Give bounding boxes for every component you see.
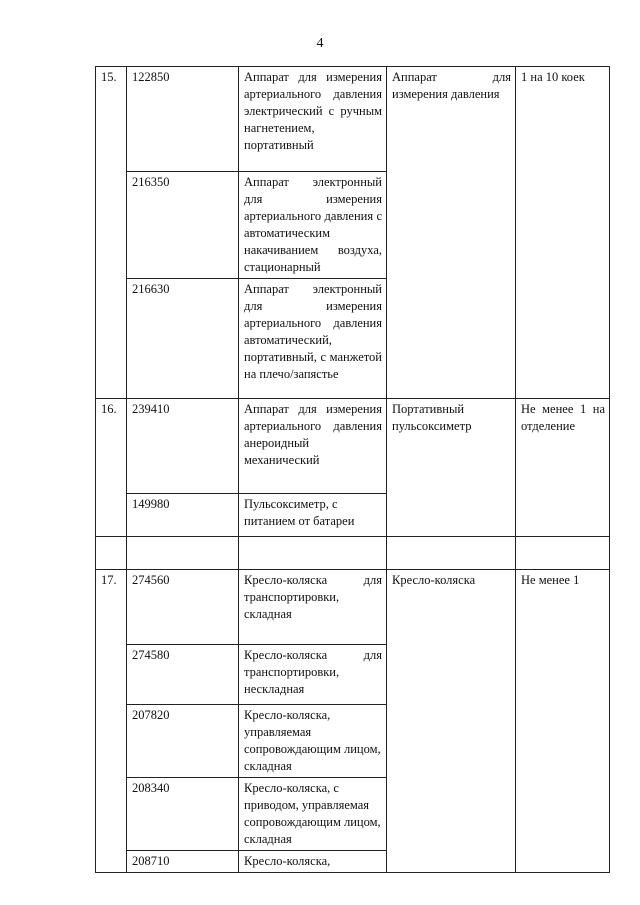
item-code: 208340 (127, 778, 239, 851)
item-code: 208710 (127, 851, 239, 873)
item-name: Аппарат для измерения артериального давления анероидный механический (239, 399, 387, 494)
item-code: 216350 (127, 172, 239, 279)
table-row (96, 399, 610, 494)
required-quantity: Не менее 1 (516, 570, 610, 873)
equipment-type: Аппарат для измерения давления (387, 67, 516, 399)
item-name: Кресло-коляска для транспортировки, складная (239, 570, 387, 645)
item-name: Кресло-коляска, (239, 851, 387, 873)
item-name: Аппарат электронный для измерения артериального давления автоматический, портативный, с манжетой на плечо/запястье (239, 279, 387, 399)
item-name: Пульсоксиметр, с питанием от батареи (239, 494, 387, 537)
item-code: 274580 (127, 645, 239, 705)
item-code: 122850 (127, 67, 239, 172)
item-name: Аппарат для измерения артериального давления электрический с ручным нагнетением, портативный (239, 67, 387, 172)
required-quantity: 1 на 10 коек (516, 67, 610, 399)
item-name: Кресло-коляска, управляемая сопровождающим лицом, складная (239, 705, 387, 778)
item-code: 216630 (127, 279, 239, 399)
required-quantity: Не менее 1 на отделение (516, 399, 610, 537)
item-name: Аппарат электронный для измерения артериального давления с автоматическим накачиванием воздуха, стационарный (239, 172, 387, 279)
table-spacer-row (96, 537, 610, 570)
item-code: 274560 (127, 570, 239, 645)
equipment-type: Портативный пульсоксиметр (387, 399, 516, 537)
item-name: Кресло-коляска, с приводом, управляемая сопровождающим лицом, складная (239, 778, 387, 851)
row-number: 16. (96, 399, 127, 537)
item-code: 239410 (127, 399, 239, 494)
table-row (96, 67, 610, 172)
item-code: 207820 (127, 705, 239, 778)
item-name: Кресло-коляска для транспортировки, нескладная (239, 645, 387, 705)
equipment-table (95, 66, 610, 873)
page-number: 4 (316, 36, 324, 51)
equipment-type: Кресло-коляска (387, 570, 516, 873)
row-number: 15. (96, 67, 127, 399)
table-row (96, 570, 610, 645)
row-number: 17. (96, 570, 127, 873)
item-code: 149980 (127, 494, 239, 537)
